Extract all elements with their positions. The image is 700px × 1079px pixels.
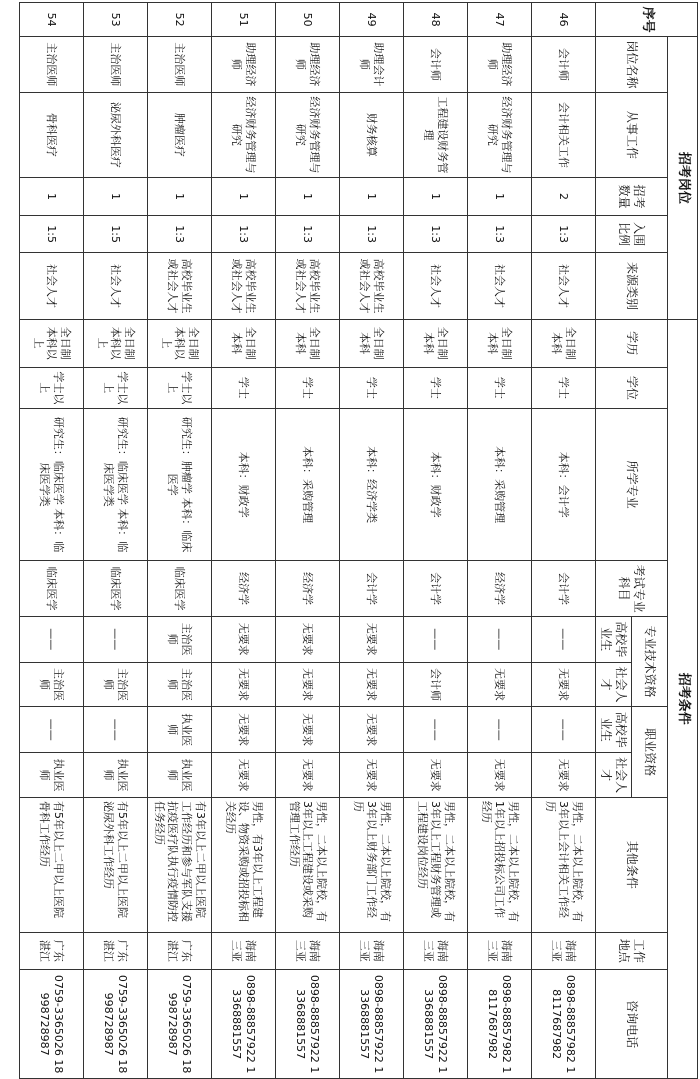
- table-row: [20, 3, 84, 1079]
- cell-work: 泌尿外科医疗: [84, 92, 148, 178]
- cell-major: 研究生：肿瘤学 本科：临床医学: [148, 408, 212, 560]
- cell-exam: 会计学: [532, 561, 596, 616]
- cell-source: 社会人才: [532, 253, 596, 319]
- header-major: 所学专业: [596, 408, 668, 560]
- cell-phone: 0898-88857982 18117687982: [532, 970, 596, 1079]
- cell-other: 有5年以上二甲以上医院泌尿外科工作经历: [84, 797, 148, 932]
- cell-tech-grad: ——: [468, 616, 532, 662]
- cell-ratio: 1:3: [148, 215, 212, 253]
- cell-other: 男性，有3年以上工程建设、物资采购或招投标相关经历: [212, 797, 276, 932]
- cell-major: 研究生：临床医学 本科：临床医学类: [20, 408, 84, 560]
- table-row: [532, 3, 596, 1079]
- cell-loc: 海南三亚: [468, 932, 532, 970]
- cell-phone: 0759-3365026 18998728987: [148, 970, 212, 1079]
- cell-tech-social: 会计师: [404, 662, 468, 707]
- cell-name: 助理经济师: [276, 37, 340, 92]
- header-prof-qual: 职业资格: [632, 707, 668, 798]
- cell-prof-grad: ——: [84, 707, 148, 753]
- cell-degree: 学士: [212, 367, 276, 408]
- cell-exam: 临床医学: [84, 561, 148, 616]
- cell-prof-social: 执业医师: [148, 753, 212, 798]
- cell-loc: 广东湛江: [84, 932, 148, 970]
- cell-name: 主治医师: [148, 37, 212, 92]
- cell-edu: 全日制本科以上: [148, 319, 212, 367]
- cell-seq: 49: [340, 3, 404, 37]
- cell-major: 本科：财政学: [404, 408, 468, 560]
- cell-tech-social: 主治医师: [20, 662, 84, 707]
- header-degree: 学位: [596, 367, 668, 408]
- cell-major: 本科：经济学类: [340, 408, 404, 560]
- cell-exam: 会计学: [404, 561, 468, 616]
- cell-exam: 经济学: [276, 561, 340, 616]
- cell-work: 会计相关工作: [532, 92, 596, 178]
- cell-degree: 学士以上: [148, 367, 212, 408]
- cell-other: 男性，二本以上院校，有3年以上财务部门工作经历: [340, 797, 404, 932]
- cell-work: 经济财务管理与研究: [212, 92, 276, 178]
- cell-prof-grad: ——: [468, 707, 532, 753]
- cell-major: 本科：采购管理: [276, 408, 340, 560]
- cell-other: 有3年以上二甲以上医院工作经历和参与军队支援抗疫医疗队执行疫情防控任务经历: [148, 797, 212, 932]
- cell-prof-social: 执业医师: [20, 753, 84, 798]
- cell-prof-grad: 无要求: [212, 707, 276, 753]
- cell-seq: 53: [84, 3, 148, 37]
- cell-ratio: 1:3: [340, 215, 404, 253]
- cell-name: 主治医师: [84, 37, 148, 92]
- recruitment-table: [19, 2, 698, 1079]
- cell-source: 高校毕业生或社会人才: [212, 253, 276, 319]
- header-phone: 咨询电话: [596, 970, 668, 1079]
- cell-exam: 临床医学: [148, 561, 212, 616]
- cell-degree: 学士: [276, 367, 340, 408]
- cell-phone: 0898-88857922 13368881557: [212, 970, 276, 1079]
- cell-ratio: 1:3: [468, 215, 532, 253]
- cell-edu: 全日制本科以上: [84, 319, 148, 367]
- header-count: 招考数量: [596, 178, 668, 216]
- cell-count: 1: [468, 178, 532, 216]
- cell-loc: 广东湛江: [20, 932, 84, 970]
- cell-tech-grad: 无要求: [340, 616, 404, 662]
- cell-source: 社会人才: [84, 253, 148, 319]
- cell-prof-social: 无要求: [404, 753, 468, 798]
- header-other: 其他条件: [596, 797, 668, 932]
- cell-count: 1: [20, 178, 84, 216]
- cell-degree: 学士以上: [84, 367, 148, 408]
- cell-work: 骨科医疗: [20, 92, 84, 178]
- table-row: [404, 3, 468, 1079]
- table-row: [468, 3, 532, 1079]
- cell-degree: 学士: [404, 367, 468, 408]
- cell-count: 1: [212, 178, 276, 216]
- table-row: [340, 3, 404, 1079]
- cell-loc: 海南三亚: [276, 932, 340, 970]
- cell-prof-grad: ——: [404, 707, 468, 753]
- cell-prof-grad: 无要求: [276, 707, 340, 753]
- cell-tech-grad: ——: [404, 616, 468, 662]
- cell-degree: 学士以上: [20, 367, 84, 408]
- cell-other: 有5年以上二甲以上医院骨科工作经历: [20, 797, 84, 932]
- cell-ratio: 1:5: [20, 215, 84, 253]
- cell-loc: 海南三亚: [404, 932, 468, 970]
- cell-seq: 51: [212, 3, 276, 37]
- cell-ratio: 1:3: [276, 215, 340, 253]
- cell-seq: 47: [468, 3, 532, 37]
- cell-seq: 54: [20, 3, 84, 37]
- cell-tech-grad: 无要求: [212, 616, 276, 662]
- cell-name: 助理经济师: [212, 37, 276, 92]
- cell-ratio: 1:3: [532, 215, 596, 253]
- cell-prof-grad: 无要求: [340, 707, 404, 753]
- cell-name: 会计师: [532, 37, 596, 92]
- cell-tech-social: 无要求: [276, 662, 340, 707]
- header-source: 来源类别: [596, 253, 668, 319]
- cell-count: 1: [340, 178, 404, 216]
- cell-major: 本科：会计学: [532, 408, 596, 560]
- cell-phone: 0898-88857982 18117687982: [468, 970, 532, 1079]
- cell-count: 1: [148, 178, 212, 216]
- cell-loc: 广东湛江: [148, 932, 212, 970]
- cell-degree: 学士: [468, 367, 532, 408]
- cell-loc: 海南三亚: [532, 932, 596, 970]
- cell-source: 高校毕业生或社会人才: [148, 253, 212, 319]
- cell-source: 社会人才: [404, 253, 468, 319]
- cell-prof-social: 无要求: [276, 753, 340, 798]
- header-ratio: 入围比例: [596, 215, 668, 253]
- cell-tech-grad: 无要求: [276, 616, 340, 662]
- cell-count: 1: [404, 178, 468, 216]
- cell-other: 男性，二本以上院校，有3年以上工程财务管理或工程建设岗位经历: [404, 797, 468, 932]
- header-prof-social: 社会人才: [596, 753, 632, 798]
- cell-work: 经济财务管理与研究: [468, 92, 532, 178]
- cell-degree: 学士: [532, 367, 596, 408]
- cell-tech-social: 无要求: [340, 662, 404, 707]
- cell-prof-social: 无要求: [468, 753, 532, 798]
- header-tech-grad: 高校毕业生: [596, 616, 632, 662]
- cell-ratio: 1:5: [84, 215, 148, 253]
- cell-tech-social: 无要求: [532, 662, 596, 707]
- cell-prof-grad: ——: [532, 707, 596, 753]
- header-tech-social: 社会人才: [596, 662, 632, 707]
- header-prof-grad: 高校毕业生: [596, 707, 632, 753]
- cell-seq: 46: [532, 3, 596, 37]
- cell-ratio: 1:3: [212, 215, 276, 253]
- cell-exam: 临床医学: [20, 561, 84, 616]
- cell-seq: 50: [276, 3, 340, 37]
- cell-phone: 0759-3365026 18998728987: [20, 970, 84, 1079]
- header-seq: 序号: [596, 3, 698, 37]
- cell-prof-social: 无要求: [340, 753, 404, 798]
- cell-source: 高校毕业生或社会人才: [340, 253, 404, 319]
- cell-exam: 会计学: [340, 561, 404, 616]
- cell-other: 男性，二本以上院校，有3年以上会计相关工作经历: [532, 797, 596, 932]
- header-exam-subject: 考试专业科目: [596, 561, 668, 616]
- cell-loc: 海南三亚: [212, 932, 276, 970]
- cell-prof-social: 执业医师: [84, 753, 148, 798]
- cell-edu: 全日制本科: [532, 319, 596, 367]
- cell-source: 高校毕业生或社会人才: [276, 253, 340, 319]
- header-location: 工作地点: [596, 932, 668, 970]
- table-row: [212, 3, 276, 1079]
- header-position-group: 招考岗位: [668, 37, 698, 319]
- cell-seq: 48: [404, 3, 468, 37]
- table-row: [276, 3, 340, 1079]
- cell-exam: 经济学: [212, 561, 276, 616]
- cell-phone: 0759-3365026 18998728987: [84, 970, 148, 1079]
- cell-phone: 0898-88857922 13368881557: [404, 970, 468, 1079]
- cell-phone: 0898-88857922 13368881557: [340, 970, 404, 1079]
- header-education: 学历: [596, 319, 668, 367]
- cell-work: 肿瘤医疗: [148, 92, 212, 178]
- cell-work: 财务核算: [340, 92, 404, 178]
- cell-loc: 海南三亚: [340, 932, 404, 970]
- cell-tech-social: 无要求: [212, 662, 276, 707]
- cell-major: 研究生：临床医学 本科：临床医学类: [84, 408, 148, 560]
- cell-seq: 52: [148, 3, 212, 37]
- cell-work: 经济财务管理与研究: [276, 92, 340, 178]
- cell-work: 工程建设财务管理: [404, 92, 468, 178]
- cell-tech-social: 主治医师: [148, 662, 212, 707]
- cell-edu: 全日制本科: [340, 319, 404, 367]
- cell-other: 男性，二本以上院校，有1年以上招投标公司工作经历: [468, 797, 532, 932]
- cell-edu: 全日制本科: [468, 319, 532, 367]
- cell-prof-social: 无要求: [532, 753, 596, 798]
- cell-phone: 0898-88857922 13368881557: [276, 970, 340, 1079]
- cell-tech-grad: ——: [84, 616, 148, 662]
- cell-prof-social: 无要求: [212, 753, 276, 798]
- cell-count: 1: [276, 178, 340, 216]
- cell-edu: 全日制本科以上: [20, 319, 84, 367]
- cell-name: 助理经济师: [468, 37, 532, 92]
- cell-other: 男性，二本以上院校，有3年以上工程建设或采购管理工作经历: [276, 797, 340, 932]
- cell-name: 主治医师: [20, 37, 84, 92]
- cell-name: 会计师: [404, 37, 468, 92]
- cell-tech-social: 主治医师: [84, 662, 148, 707]
- cell-tech-social: 无要求: [468, 662, 532, 707]
- cell-tech-grad: ——: [20, 616, 84, 662]
- cell-prof-grad: ——: [20, 707, 84, 753]
- cell-ratio: 1:3: [404, 215, 468, 253]
- cell-exam: 经济学: [468, 561, 532, 616]
- cell-major: 本科：财政学: [212, 408, 276, 560]
- cell-edu: 全日制本科: [212, 319, 276, 367]
- cell-source: 社会人才: [468, 253, 532, 319]
- header-position-name: 岗位名称: [596, 37, 668, 92]
- cell-degree: 学士: [340, 367, 404, 408]
- cell-tech-grad: ——: [532, 616, 596, 662]
- cell-source: 社会人才: [20, 253, 84, 319]
- cell-name: 助理会计师: [340, 37, 404, 92]
- header-work: 从事工作: [596, 92, 668, 178]
- cell-count: 1: [84, 178, 148, 216]
- cell-count: 2: [532, 178, 596, 216]
- cell-edu: 全日制本科: [404, 319, 468, 367]
- cell-prof-grad: 执业医师: [148, 707, 212, 753]
- table-row: [84, 3, 148, 1079]
- cell-edu: 全日制本科: [276, 319, 340, 367]
- table-row: [148, 3, 212, 1079]
- header-conditions-group: 招考条件: [668, 319, 698, 1079]
- cell-major: 本科：采购管理: [468, 408, 532, 560]
- cell-tech-grad: 主治医师: [148, 616, 212, 662]
- header-tech-qual: 专业技术资格: [632, 616, 668, 707]
